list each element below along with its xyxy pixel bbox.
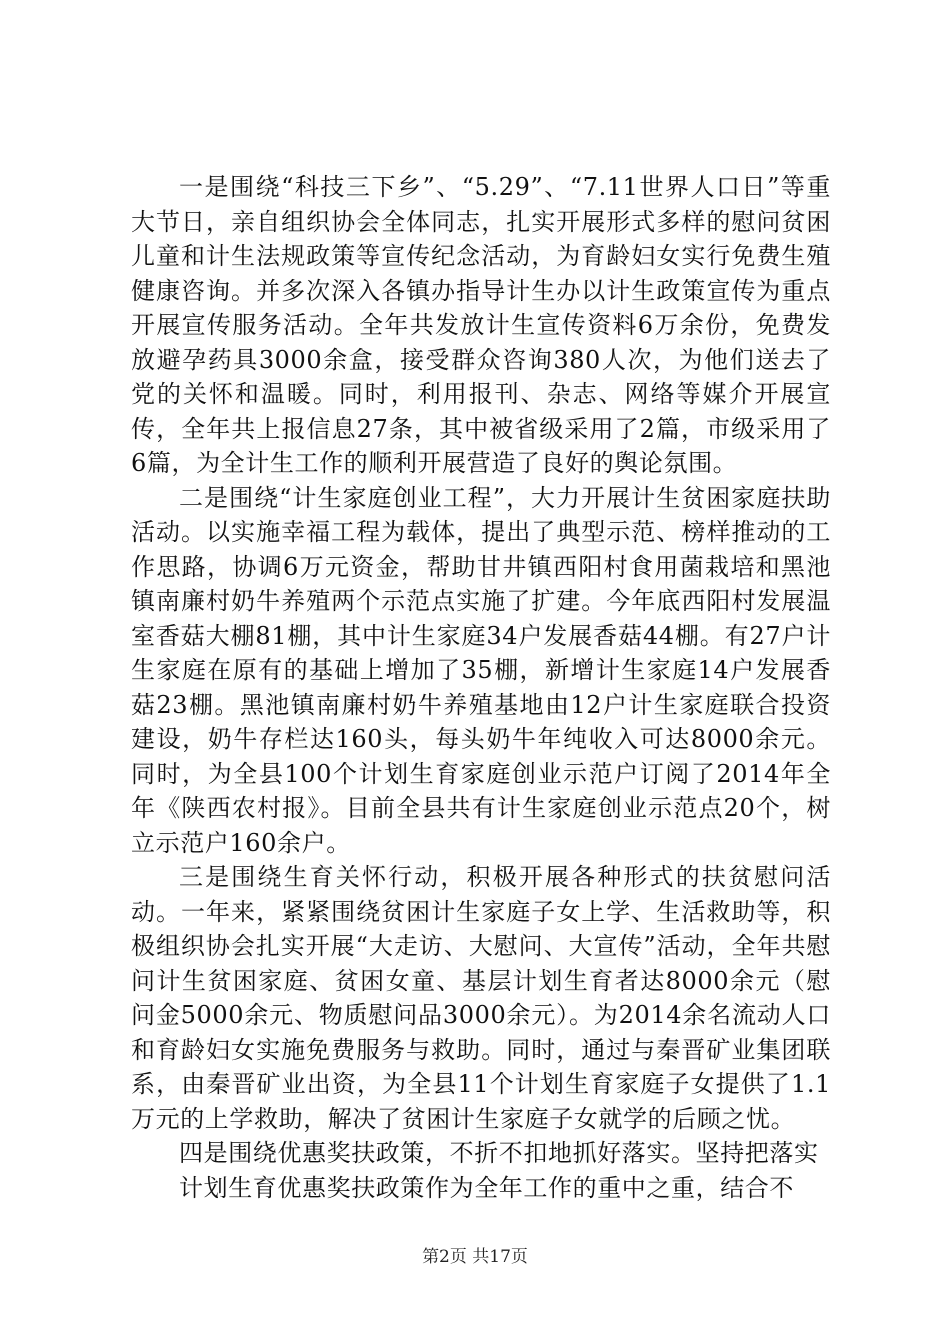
paragraph-3: 三是围绕生育关怀行动，积极开展各种形式的扶贫慰问活动。一年来，紧紧围绕贫困计生家庭子女上学、生活救助等，积极组织协会扎实开展“大走访、大慰问、大宣传”活动，全年共慰问计生贫困家庭、贫困女童、基层计划生育者达8000余元（慰问金5000余元、物质慰问品3000余元）。为2014余名流动人口和育龄妇女实施免费服务与救助。同时，通过与秦晋矿业集团联系，由秦晋矿业出资，为全县11个计划生育家庭子女提供了1.1万元的上学救助，解决了贫困计生家庭子女就学的后顾之忧。 — [131, 863, 831, 1133]
paragraph-4: 四是围绕优惠奖扶政策，不折不扣地抓好落实。坚持把落实 — [179, 1139, 819, 1167]
document-body — [131, 170, 831, 1205]
paragraph-1: 一是围绕“科技三下乡”、“5.29”、“7.11世界人口日”等重大节日，亲自组织协会全体同志，扎实开展形式多样的慰问贫困儿童和计生法规政策等宣传纪念活动，为育龄妇女实行免费生殖健康咨询。并多次深入各镇办指导计生办以计生政策宣传为重点开展宣传服务活动。全年共发放计生宣传资料6万余份，免费发放避孕药具3000余盒，接受群众咨询380人次，为他们送去了党的关怀和温暖。同时，利用报刊、杂志、网络等媒介开展宣传，全年共上报信息27条，其中被省级采用了2篇，市级采用了6篇，为全计生工作的顺利开展营造了良好的舆论氛围。 — [131, 173, 831, 477]
page-number-footer: 第2页 共17页 — [422, 1247, 528, 1267]
paragraph-2: 二是围绕“计生家庭创业工程”，大力开展计生贫困家庭扶助活动。以实施幸福工程为载体，提出了典型示范、榜样推动的工作思路，协调6万元资金，帮助甘井镇西阳村食用菌栽培和黑池镇南廉村奶牛养殖两个示范点实施了扩建。今年底西阳村发展温室香菇大棚81棚，其中计生家庭34户发展香菇44棚。有27户计生家庭在原有的基础上增加了35棚，新增计生家庭14户发展香菇23棚。黑池镇南廉村奶牛养殖基地由12户计生家庭联合投资建设，奶牛存栏达160头，每头奶牛年纯收入可达8000余元。同时，为全县100个计划生育家庭创业示范户订阅了2014年全年《陕西农村报》。目前全县共有计生家庭创业示范点20个，树立示范户160余户。 — [131, 483, 831, 857]
paragraph-5: 计划生育优惠奖扶政策作为全年工作的重中之重，结合不 — [179, 1173, 794, 1202]
